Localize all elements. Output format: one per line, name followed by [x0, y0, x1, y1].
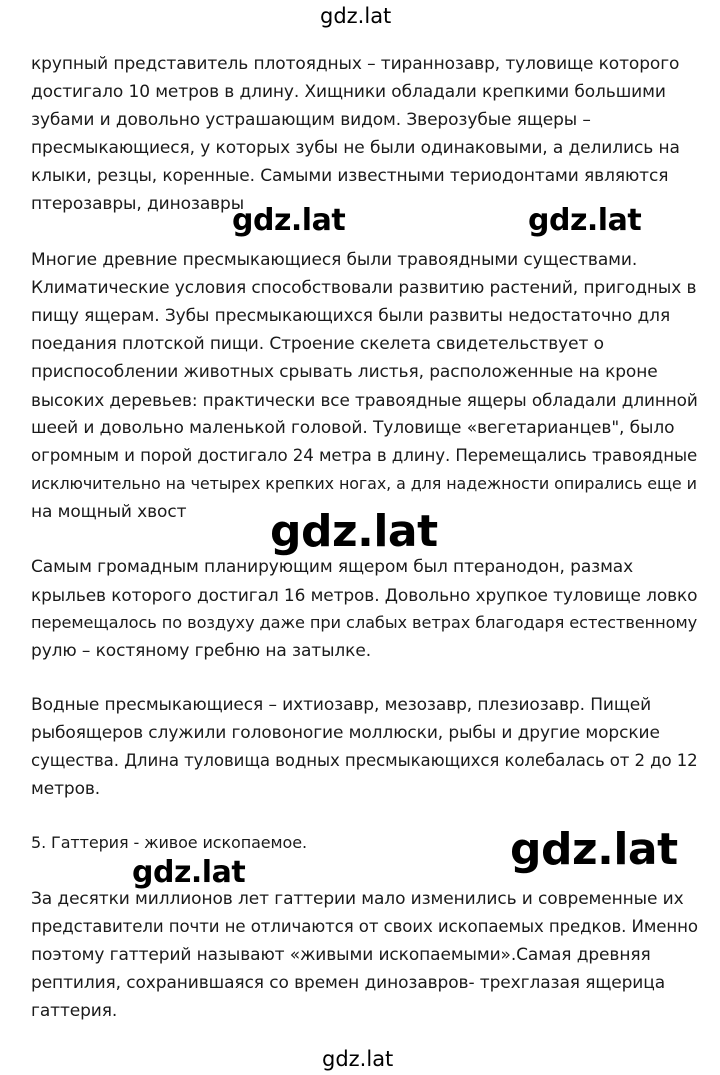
text-line: рулю – костяному гребню на затылке. — [31, 641, 371, 661]
text-line: шеей и довольно маленькой головой. Туловище «вегетарианцев", было — [31, 418, 675, 438]
text-line: рептилия, сохранившаяся со времен динозавров- трехглазая ящерица — [31, 973, 666, 993]
text-line: Климатические условия способствовали развитию растений, пригодных в — [31, 278, 697, 298]
watermark-right-2: gdz.lat — [510, 824, 678, 875]
section-heading: 5. Гаттерия - живое ископаемое. — [31, 833, 307, 852]
text-line: высоких деревьев: практически все травоядные ящеры обладали длинной — [31, 390, 698, 410]
text-line: существа. Длина туловища водных пресмыкающихся колебалась от 2 до 12 — [31, 751, 698, 770]
text-line: Водные пресмыкающиеся – ихтиозавр, мезозавр, плезиозавр. Пищей — [31, 695, 652, 715]
watermark-right-1: gdz.lat — [528, 203, 642, 238]
text-line: клыки, резцы, коренные. Самыми известными териодонтами являются — [31, 166, 669, 186]
text-line: крупный представитель плотоядных – тираннозавр, туловище которого — [31, 54, 680, 74]
text-line: на мощный хвост — [31, 502, 187, 522]
text-line: исключительно на четырех крепких ногах, а для надежности опирались еще и — [31, 474, 697, 493]
text-line: пресмыкающиеся, у которых зубы не были одинаковыми, а делились на — [31, 138, 680, 158]
watermark-left-2: gdz.lat — [132, 855, 246, 890]
text-line: перемещалось по воздуху даже при слабых ветрах благодаря естественному — [31, 613, 698, 632]
text-line: крыльев которого достигал 16 метров. Довольно хрупкое туловище ловко — [31, 585, 698, 605]
watermark-center: gdz.lat — [270, 506, 438, 557]
text-line: пищу ящерам. Зубы пресмыкающихся были развиты недостаточно для — [31, 306, 671, 326]
text-line: приспособлении животных срывать листья, расположенные на кроне — [31, 362, 658, 382]
text-line: Многие древние пресмыкающиеся были травоядными существами. — [31, 250, 638, 270]
text-line: поэтому гаттерий называют «живыми ископаемыми».Самая древняя — [31, 945, 651, 965]
text-line: Самым громадным планирующим ящером был птеранодон, размах — [31, 557, 634, 577]
text-line: птерозавры, динозавры — [31, 194, 245, 214]
text-line: гаттерия. — [31, 1001, 118, 1021]
watermark-left-1: gdz.lat — [232, 203, 346, 238]
text-line: достигало 10 метров в длину. Хищники обладали крепкими большими — [31, 82, 666, 102]
text-line: рыбоящеров служили головоногие моллюски, рыбы и другие морские — [31, 723, 660, 743]
text-line: зубами и довольно устрашающим видом. Зверозубые ящеры – — [31, 110, 591, 130]
watermark-bottom: gdz.lat — [322, 1047, 394, 1071]
text-line: огромным и порой достигало 24 метра в длину. Перемещались травоядные — [31, 446, 698, 465]
watermark-top: gdz.lat — [320, 4, 392, 28]
text-line: представители почти не отличаются от своих ископаемых предков. Именно — [31, 917, 698, 936]
text-line: поедания плотской пищи. Строение скелета свидетельствует о — [31, 334, 604, 354]
text-line: метров. — [31, 779, 101, 799]
text-line: За десятки миллионов лет гаттерии мало изменились и современные их — [31, 889, 684, 909]
